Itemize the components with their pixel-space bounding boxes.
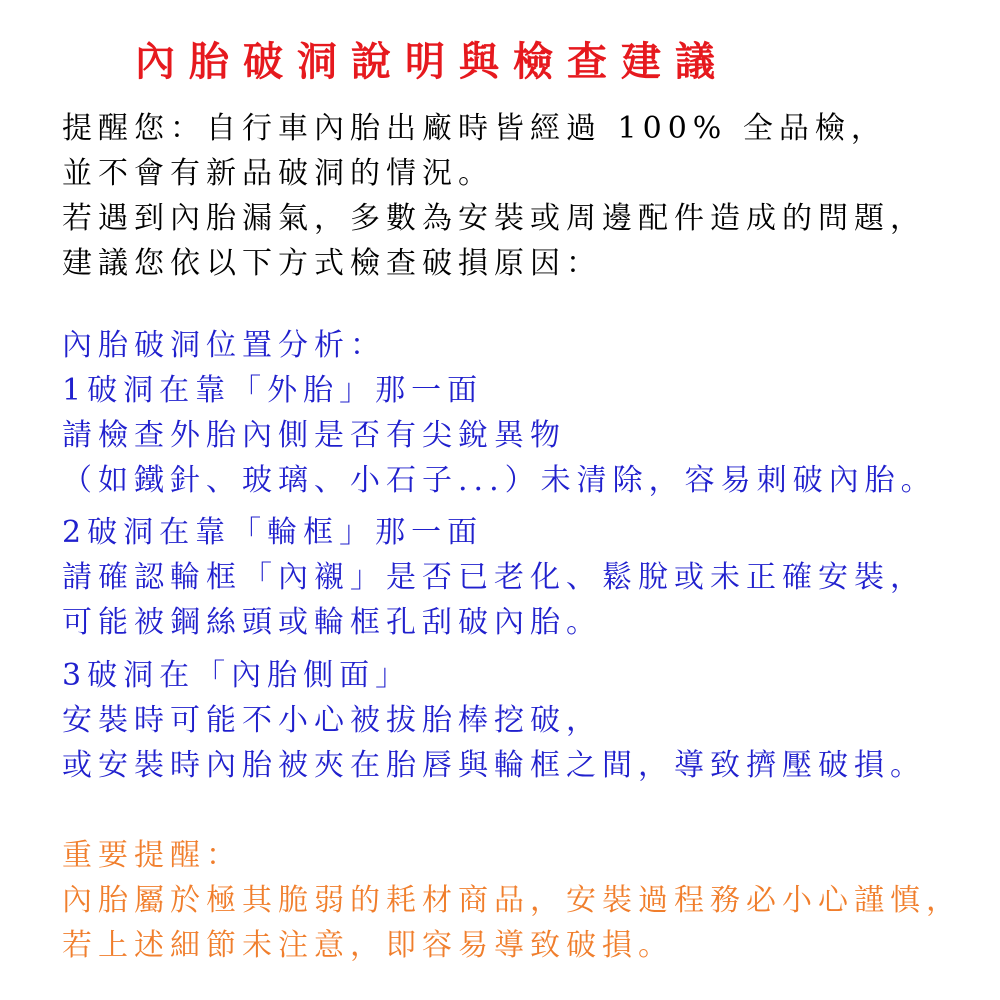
section2-line-1: 2破洞在靠「輪框」那一面	[62, 515, 484, 550]
section1-line-1: 1破洞在靠「外胎」那一面	[62, 373, 484, 408]
intro-line-1: 提醒您：自行車內胎出廠時皆經過 100% 全品檢，	[62, 111, 887, 146]
analysis-section-tube-side	[62, 653, 980, 788]
intro-line-4: 建議您依以下方式檢查破損原因：	[62, 246, 602, 281]
important-warning	[62, 833, 980, 968]
analysis-section-outer-tire	[62, 323, 980, 503]
page-title: 內胎破洞說明與檢查建議	[135, 38, 729, 85]
analysis-section-rim	[62, 510, 980, 645]
intro-line-2: 並不會有新品破洞的情況。	[62, 156, 494, 191]
section2-line-3: 可能被鋼絲頭或輪框孔刮破內胎。	[62, 605, 602, 640]
intro-line-3: 若遇到內胎漏氣，多數為安裝或周邊配件造成的問題，	[62, 201, 926, 236]
section2-line-2: 請確認輪框「內襯」是否已老化、鬆脫或未正確安裝，	[62, 560, 926, 595]
warning-line-2: 若上述細節未注意，即容易導致破損。	[62, 928, 674, 963]
section3-line-2: 安裝時可能不小心被拔胎棒挖破，	[62, 703, 602, 738]
warning-heading: 重要提醒：	[62, 838, 242, 873]
section3-line-3: 或安裝時內胎被夾在胎唇與輪框之間，導致擠壓破損。	[62, 748, 926, 783]
analysis-heading: 內胎破洞位置分析：	[62, 328, 386, 363]
section1-line-2: 請檢查外胎內側是否有尖銳異物	[62, 418, 566, 453]
warning-line-1: 內胎屬於極其脆弱的耗材商品，安裝過程務必小心謹慎，	[62, 883, 962, 918]
section1-line-3: （如鐵針、玻璃、小石子...）未清除，容易刺破內胎。	[62, 463, 937, 498]
intro-paragraph	[62, 106, 980, 286]
section3-line-1: 3破洞在「內胎側面」	[62, 658, 412, 693]
